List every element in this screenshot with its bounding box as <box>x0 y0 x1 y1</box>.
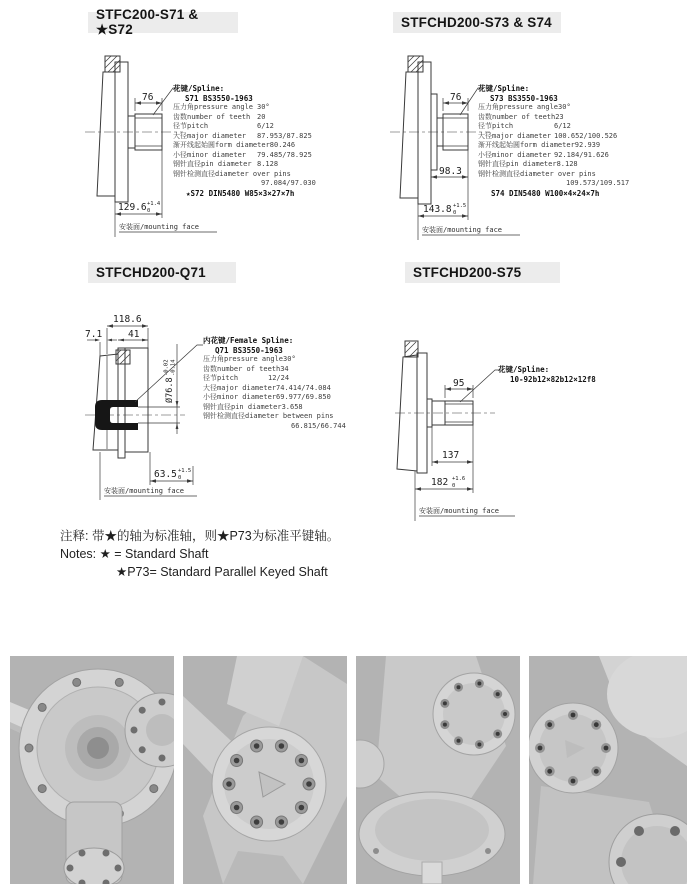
spec-row-pins: 钢针检测直径diameter over pins <box>173 169 291 178</box>
note-en-2: ★P73= Standard Parallel Keyed Shaft <box>116 565 328 579</box>
note-en-1: Notes: ★ = Standard Shaft <box>60 547 209 561</box>
alt-shaft-spec: ★S72 DIN5480 W85×3×27×7h <box>186 188 295 198</box>
spec-pins-value: 109.573/109.517 <box>566 179 630 187</box>
motor-photo-3 <box>356 656 520 884</box>
section-title-text: STFCHD200-S75 <box>413 265 522 280</box>
spec-row: 压力角pressure angle30° <box>203 355 296 363</box>
dim-total-length: 63.5 <box>154 469 177 480</box>
tolerance-lower: 0 <box>147 208 151 214</box>
tolerance-lower: 0 <box>452 483 456 489</box>
spec-row: 压力角pressure angle30° <box>478 103 571 111</box>
leader-line <box>460 370 500 402</box>
motor-photo-4 <box>529 656 687 884</box>
spec-row: 径节pitch 12/24 <box>203 374 290 382</box>
dim-total-length: 182 <box>431 477 449 488</box>
spline-title: 花键/Spline: <box>478 84 530 93</box>
spline-specs-q71 <box>203 336 346 431</box>
mounting-face-label: 安装面/mounting face <box>419 507 500 515</box>
motor-photo-3-illustration <box>356 656 520 884</box>
spline-title: 花键/Spline: <box>498 365 550 374</box>
spec-row: 小径minor diameter69.977/69.850 <box>203 393 331 401</box>
dim-inner-width: 41 <box>128 329 140 340</box>
mounting-face-label: 安装面/mounting face <box>422 226 503 234</box>
spec-row: 齿数number of teeth23 <box>478 112 564 121</box>
section-title-s73 <box>393 12 561 33</box>
spec-row: 大径major diameter 87.953/87.825 <box>173 131 312 140</box>
dim-spline-length: 95 <box>453 378 465 389</box>
motor-photo-1-illustration <box>10 656 174 884</box>
motor-photo-2 <box>183 656 347 884</box>
spec-row: 径节pitch 6/12 <box>478 122 571 130</box>
spec-row: 齿数number of teeth34 <box>203 364 289 373</box>
spec-row: 渐开线起始圆form diameter92.939 <box>478 141 601 149</box>
tolerance-upper: +1.6 <box>452 476 466 482</box>
dim-mid-length: 98.3 <box>439 166 462 177</box>
alt-shaft-spec: S74 DIN5480 W100×4×24×7h <box>491 188 600 198</box>
svg-text:-0.14: -0.14 <box>170 359 177 376</box>
motor-photo-2-illustration <box>183 656 347 884</box>
motor-photo-4-illustration <box>529 656 687 884</box>
spec-row: 小径minor diameter 92.184/91.626 <box>478 150 609 159</box>
dim-plate-thickness: 7.1 <box>85 329 103 340</box>
spec-row: 钢针直径pin diameter3.658 <box>203 402 303 411</box>
section-title-s71 <box>88 7 238 37</box>
spec-pins-value: 97.084/97.030 <box>261 179 316 187</box>
tolerance-upper: +1.5 <box>178 468 192 474</box>
spline-code: S71 BS3550-1963 <box>185 93 253 103</box>
spline-specs-s73 <box>478 84 629 198</box>
spline-title: 内花键/Female Spline: <box>203 336 294 345</box>
spline-code: Q71 BS3550-1963 <box>215 345 283 355</box>
tolerance-upper: +1.4 <box>147 201 161 207</box>
section-title-text: STFCHD200-Q71 <box>96 265 206 280</box>
tolerance-upper: +1.5 <box>453 203 467 209</box>
svg-text:-0.02: -0.02 <box>163 359 170 376</box>
spline-code: 10-92b12×82b12×12f8 <box>510 374 596 384</box>
flange-back-plate <box>400 72 418 198</box>
spec-row: 小径minor diameter 79.485/78.925 <box>173 150 312 159</box>
hatch-block <box>105 56 120 72</box>
section-title-q71 <box>88 262 236 283</box>
spec-row: 钢针直径pin diameter8.128 <box>478 160 578 168</box>
dim-spline-length: 76 <box>142 92 154 103</box>
motor-photo-1 <box>10 656 174 884</box>
spec-row: 大径major diameter 100.652/100.526 <box>478 131 618 140</box>
dim-mid-length: 137 <box>442 450 460 461</box>
section-title-s75 <box>405 262 560 283</box>
svg-text:Ø76.8: Ø76.8 <box>165 377 175 403</box>
spline-specs-s75 <box>498 365 596 384</box>
mounting-face-label: 安装面/mounting face <box>119 223 200 231</box>
spline-specs-s71 <box>173 84 316 198</box>
dim-total-length: 129.6 <box>118 202 147 213</box>
section-title-text: STFCHD200-S73 & S74 <box>401 15 552 30</box>
spec-row: 压力角pressure angle 30° <box>173 103 270 111</box>
dim-overall-width: 118.6 <box>113 314 142 325</box>
flange-back-plate <box>97 72 115 196</box>
spec-row: 径节pitch 6/12 <box>173 122 274 130</box>
drawing-s75 <box>395 325 610 530</box>
spline-title: 花键/Spline: <box>173 84 225 93</box>
spec-row: 齿数number of teeth 20 <box>173 112 266 121</box>
notes-block <box>60 527 339 581</box>
dim-total-length: 143.8 <box>423 204 452 215</box>
tolerance-lower: 0 <box>178 475 182 481</box>
spec-pins-value: 66.815/66.744 <box>291 421 346 430</box>
spec-row: 大径major diameter74.414/74.084 <box>203 383 331 392</box>
spec-row-pins: 钢针检测直径diameter between pins <box>203 412 334 420</box>
note-zh: 注释: 带★的轴为标准轴，则★P73为标准平键轴。 <box>60 529 340 543</box>
section-title-text: STFC200-S71 & ★S72 <box>96 7 199 37</box>
hatch-block <box>408 56 423 72</box>
mounting-face-label: 安装面/mounting face <box>104 487 185 495</box>
spec-row: 渐开线起始圆form diameter80.246 <box>173 141 296 149</box>
spec-row-pins: 钢针检测直径diameter over pins <box>478 169 596 178</box>
dim-spline-length: 76 <box>450 92 462 103</box>
spline-code: S73 BS3550-1963 <box>490 93 558 103</box>
tolerance-lower: 0 <box>453 210 457 216</box>
spec-row: 钢针直径pin diameter 8.128 <box>173 160 279 168</box>
flange-front-plate <box>418 62 431 204</box>
